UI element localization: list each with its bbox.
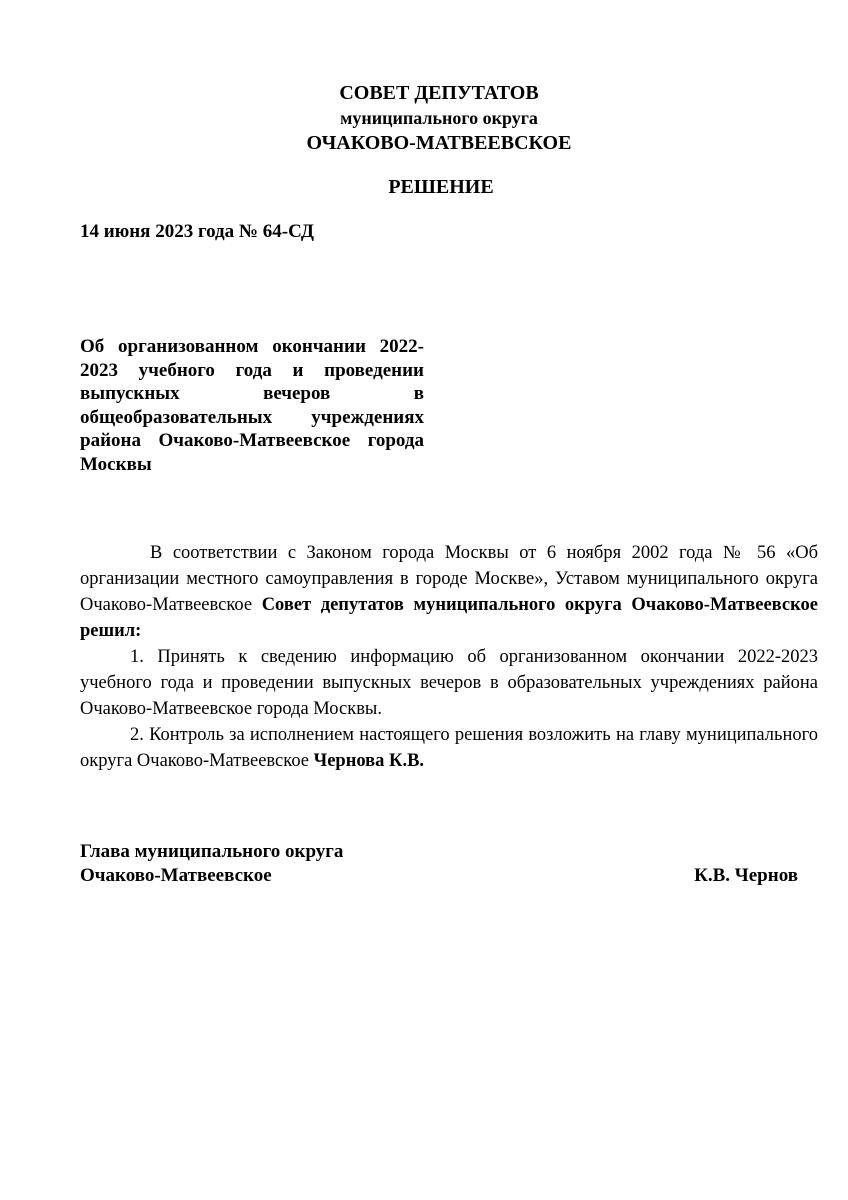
council-name: СОВЕТ ДЕПУТАТОВ [339, 82, 539, 104]
council-subtitle: муниципального округа [340, 108, 538, 128]
decision-title: РЕШЕНИЕ [388, 176, 494, 198]
decision-subject: Об организованном окончании 2022-2023 учебного года и проведении выпускных вечеров в общеобразовательных учреждениях района Очаково-Матвеевское города Москвы [80, 336, 424, 475]
item-2-text: 2. Контроль за исполнением настоящего решения возложить на главу муниципального округа Очаково-Матвеевское [80, 725, 818, 771]
signature-row [80, 864, 798, 888]
item-2-person: Чернова К.В. [313, 751, 425, 771]
signatory-name: К.В. Чернов [694, 865, 798, 886]
signatory-position-line2: Очаково-Матвеевское [80, 865, 272, 886]
preamble-resolution: Совет депутатов муниципального округа Очаково-Матвеевское решил: [80, 595, 818, 641]
decision-body [80, 540, 818, 774]
resolution-item-1: 1. Принять к сведению информацию об организованном окончании 2022-2023 учебного года и проведении выпускных вечеров в образовательных учреждениях района Очаково-Матвеевское города Москвы. [80, 647, 818, 719]
district-name: ОЧАКОВО-МАТВЕЕВСКОЕ [306, 132, 572, 154]
resolution-item-2 [80, 722, 818, 774]
document-header [0, 80, 848, 156]
decision-date-number: 14 июня 2023 года № 64-СД [80, 221, 314, 242]
signatory-position-line1: Глава муниципального округа [80, 841, 344, 862]
preamble-paragraph [80, 540, 818, 644]
preamble-text: В соответствии с Законом города Москвы от 6 ноября 2002 года № 56 «Об организации местного самоуправления в городе Москве», Уставом муниципального округа Очаково-Матвеевское [80, 543, 818, 615]
signature-block [80, 840, 798, 888]
